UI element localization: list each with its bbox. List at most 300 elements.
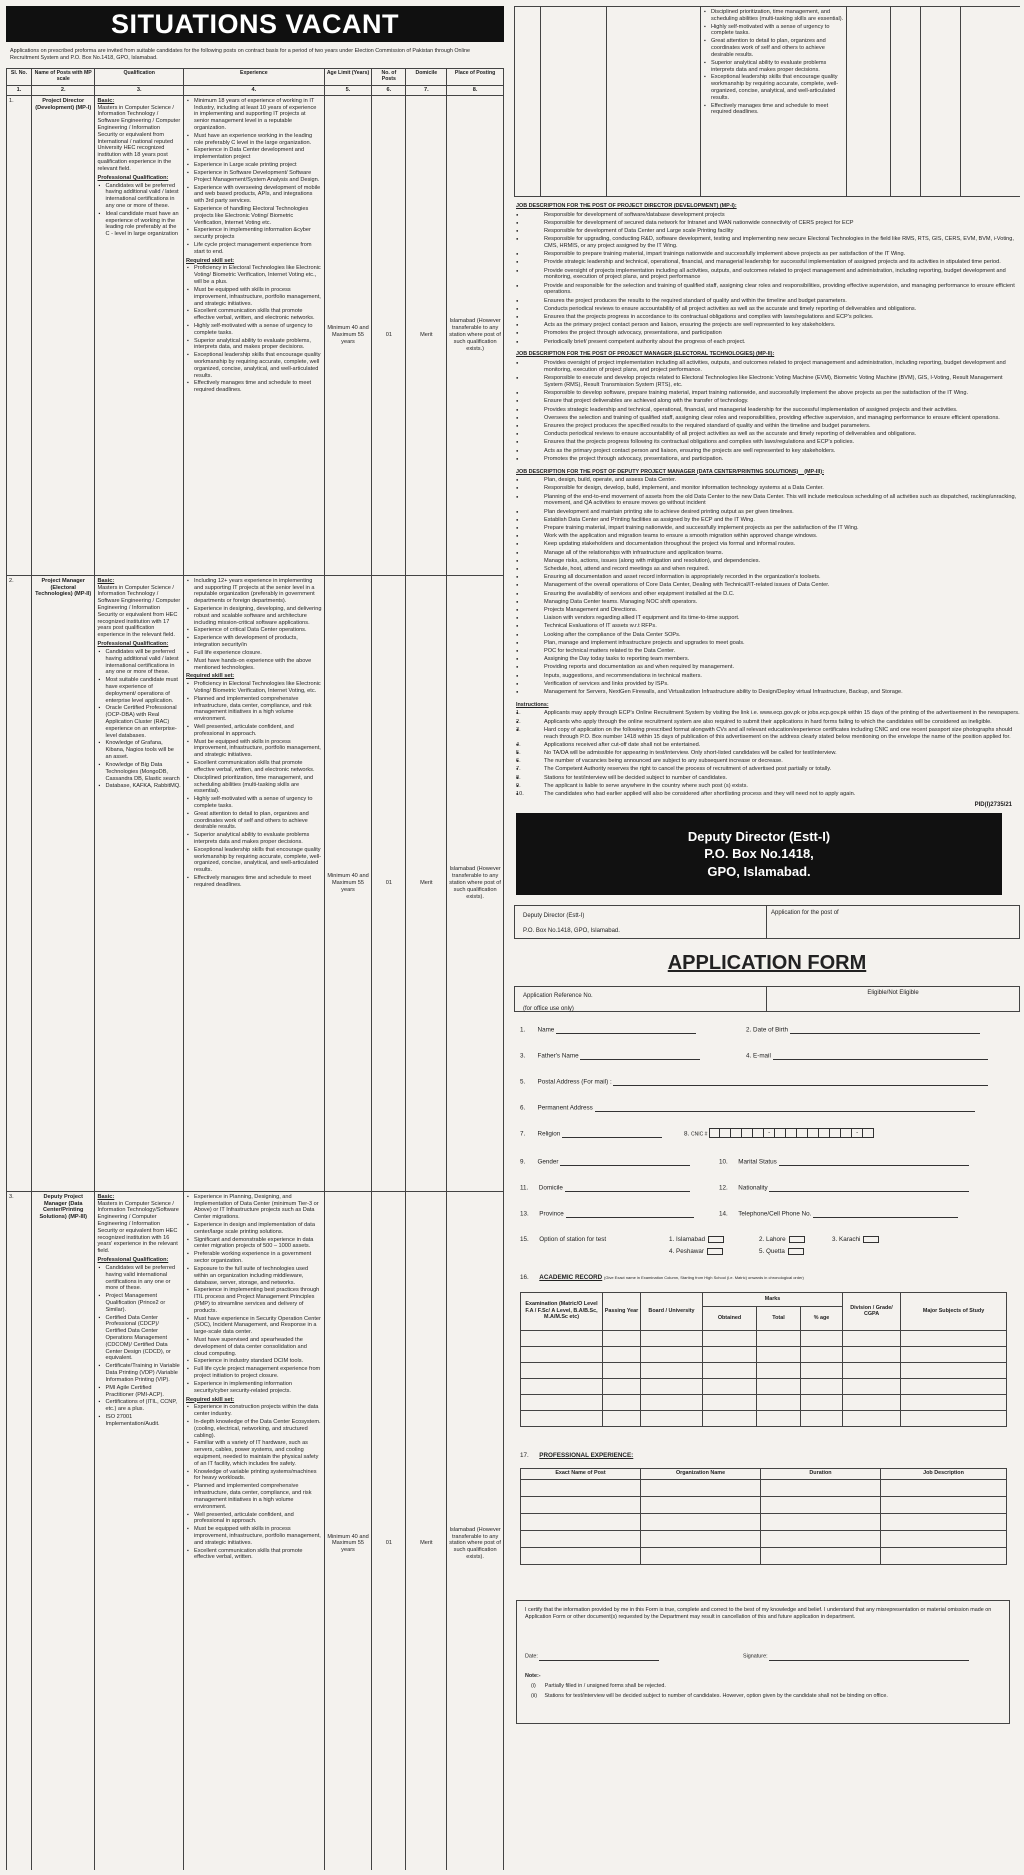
- table-row: [7, 575, 504, 1191]
- list-item: ▪ Exposure to the full suite of technologies used within an organization including middleware, database, server, storage, and networks.: [186, 1266, 322, 1286]
- post-name: Project Director (Development) (MP-I): [31, 95, 95, 575]
- list-item: ▪ Oracle Certified Professional (OCP-DBA) with Real Application Cluster (RAC) experience on an enterprise-level databases.: [97, 705, 181, 739]
- gender-label: Gender: [537, 1157, 559, 1165]
- list-item: ▪ Disciplined prioritization, time management, and scheduling abilities (multi-tasking skills are essential).: [186, 775, 322, 795]
- list-item: ▪ Superior analytical ability to evaluate problems, interprets data, and makes proper decisions.: [186, 338, 322, 352]
- header-cell: Division / Grade/ CGPA: [843, 1292, 901, 1330]
- station-checkbox[interactable]: [788, 1248, 804, 1255]
- qual-basic-label: Basic:: [97, 1193, 115, 1200]
- marital-status-label: Marital Status: [738, 1157, 777, 1165]
- list-item: ▪ Candidates will be preferred having additional valid / latest international certifications in any one or more of these.: [97, 183, 181, 210]
- list-item: ● Verification of services and links provided by ISPs.: [514, 681, 1020, 688]
- permanent-address-field[interactable]: [595, 1104, 975, 1112]
- list-item: ● 5. No TA/DA will be admissible for appearing in test/interview. Only short-listed candidates will be called for test/interview.: [514, 750, 1020, 757]
- list-item: ● Responsible for design, develop, build, implement, and monitor information technology systems at a Data Center.: [514, 485, 1020, 492]
- mailing-address: Deputy Director (Estt-I) P.O. Box No.1418, GPO, Islamabad.: [515, 906, 767, 938]
- list-item: ● Management for Servers, NextGen Firewalls, and Virtualization Infrastructure ability to Design/Deploy virtual Infrastructure, Backup, and Storage.: [514, 689, 1020, 696]
- religion-label: Religion: [537, 1129, 561, 1137]
- list-item: ● Responsible for upgrading, conducting R&D, software development, testing and implementing new secure Electoral Technologies in the field like RMS, RTS, GIS, CERS, EVM, BVM, i-Voting, CMS, HRMIS, or any project assigned by the IT Wing.: [514, 236, 1020, 250]
- skills-list: [186, 1404, 322, 1561]
- domicile: Merit: [406, 575, 447, 1191]
- experience-cell: [183, 95, 324, 575]
- mailing-address-box: [514, 905, 1020, 939]
- section-heading-text: JOB DESCRIPTION FOR THE POST OF DEPUTY PROJECT MANAGER (DATA CENTER/PRINTING SOLUTIONS): [516, 468, 799, 475]
- qual-pro-label: Professional Qualification:: [97, 641, 169, 648]
- list-item: ▪ Experience with development of products, integration security/in: [186, 635, 322, 649]
- list-item: ● 9. The applicant is liable to serve anywhere in the country where such post (s) exists.: [514, 783, 1020, 790]
- list-item: ▪ Knowledge of variable printing systems/machines for heavy workloads.: [186, 1469, 322, 1483]
- station-checkbox[interactable]: [707, 1248, 723, 1255]
- list-item: ▪ Great attention to detail to plan, organizes and coordinates work of self and others to achieve desirable results.: [186, 811, 322, 831]
- domicile: Merit: [406, 95, 447, 575]
- place-of-posting: Islamabad (However transferable to any station where post of such qualification exists).: [447, 1191, 504, 1870]
- station-option-karachi[interactable]: 3. Karachi: [832, 1236, 879, 1244]
- list-item: ▪ Ideal candidate must have an experience of working in the leading role preferably at the C - level in large organization: [97, 211, 181, 238]
- list-item: ▪ Highly self-motivated with a sense of urgency to complete tasks.: [186, 323, 322, 337]
- age-limit: Minimum 40 and Maximum 55 years: [324, 575, 372, 1191]
- header-cell: Obtained: [703, 1306, 757, 1330]
- station-option-quetta[interactable]: 5. Quetta: [759, 1248, 804, 1256]
- station-checkbox[interactable]: [708, 1236, 724, 1243]
- list-item: ▪ Effectively manages time and schedule to meet required deadlines.: [186, 875, 322, 889]
- list-item: ▪ Highly self-motivated with a sense of urgency to complete tasks.: [186, 796, 322, 810]
- phone-field[interactable]: [813, 1210, 958, 1218]
- list-item: ▪ Experience in implementing information &cyber security projects: [186, 227, 322, 241]
- name-label: Name: [537, 1025, 555, 1033]
- list-item: ▪ Certified Data Center Professional (CDCP)/ Certified Data Center Operations Management (CDCOM)/ Certified Data Center Design (CDCD), or equivalent.: [97, 1315, 181, 1363]
- qualification-cell: [95, 1191, 184, 1870]
- list-item: ● Technical Evaluations of IT assets w.r.t RFPs.: [514, 623, 1020, 630]
- list-item: ● Provide and responsible for the selection and training of qualified staff, assigning clear roles and responsibilities, providing effective supervision, and managing performance to ensure efficient operations.: [514, 283, 1020, 297]
- list-item: ● POC for technical matters related to the Data Center.: [514, 648, 1020, 655]
- list-item: ▪ Experience in Software Development/ Software Project Management/System Analysis and Design.: [186, 170, 322, 184]
- list-item: ▪ Must have supervised and spearheaded the development of data center consolidation and cloud computing.: [186, 1337, 322, 1357]
- col-number: 4.: [183, 85, 324, 95]
- header-cell: Duration: [761, 1468, 881, 1479]
- col-number: 2.: [31, 85, 95, 95]
- academic-record-note: (Give Exact name in Examination Column, Starting from High School (i.e. Matric) onwards in chronological order): [604, 1274, 804, 1280]
- qualification-cell: [95, 95, 184, 575]
- post-name: Project Manager (Electoral Technologies) (MP-II): [31, 575, 95, 1191]
- list-item: ● Ensuring the availability of services and other equipment installed at the D.C.: [514, 591, 1020, 598]
- list-item: ▪ Effectively manages time and schedule to meet required deadlines.: [186, 380, 322, 394]
- email-label: E-mail: [753, 1051, 771, 1059]
- skill-label: Required skill set:: [185, 673, 235, 680]
- list-item: ● Oversees the selection and training of qualified staff, assigning clear roles and responsibilities, providing effective supervision, and managing performance to ensure efficient operations.: [514, 415, 1020, 422]
- header-cell: Major Subjects of Study: [901, 1292, 1007, 1330]
- list-item: ▪ Experience in industry standard DCIM tools.: [186, 1358, 322, 1365]
- table-row[interactable]: [521, 1362, 1007, 1378]
- instructions-section: [514, 702, 1020, 798]
- list-item: ● Provides oversight of project implementation including all activities, outputs, and outcomes related to project management and administration, including reporting, budget development and monitoring, execution of project plans, and project performance.: [514, 360, 1020, 374]
- list-item: ● Promotes the project through advocacy, presentations, and participation.: [514, 456, 1020, 463]
- list-item: ▪ Highly self-motivated with a sense of urgency to complete tasks.: [703, 24, 844, 38]
- phone-label: Telephone/Cell Phone No.: [738, 1209, 812, 1217]
- permanent-address-label: Permanent Address: [537, 1103, 593, 1111]
- father-name-field[interactable]: [580, 1052, 700, 1060]
- list-item: ▪ Planned and implemented comprehensive infrastructure, data center, compliance, and risk management initiatives in a high volume environment.: [186, 1483, 322, 1510]
- qual-basic-label: Basic:: [97, 577, 115, 584]
- age-limit: Minimum 40 and Maximum 55 years: [324, 1191, 372, 1870]
- father-name-label: Father's Name: [537, 1051, 579, 1059]
- address-banner: Deputy Director (Estt-I) P.O. Box No.1418, GPO, Islamabad.: [516, 813, 1002, 895]
- intro-text: Applications on prescribed proforma are invited from suitable candidates for the following posts on contract basis for a period of two years under Election Commission of Pakistan through Online Recruitment System and P.O. Box No.1418, GPO, Islamabad.: [10, 48, 470, 62]
- list-item: ▪ Experience in design and implementation of data center/large scale printing solutions.: [186, 1222, 322, 1236]
- posts-table: [6, 68, 504, 1870]
- table-row[interactable]: [521, 1378, 1007, 1394]
- list-item: ● Provide strategic leadership and technical, operational, financial, and managerial leadership for successful implementation of assigned projects and its activities in stipulated time period.: [514, 259, 1020, 266]
- station-option-label: Option of station for test: [539, 1235, 607, 1243]
- list-item: ● Plan development and maintain printing site to achieve desired printing output as per given timelines.: [514, 509, 1020, 516]
- list-item: ▪ Knowledge of Grafana, Kibana, Nagios tools will be an asset.: [97, 740, 181, 760]
- header-cell: Exact Name of Post: [521, 1468, 641, 1479]
- list-item: ● Provide oversight of projects implementation including all activities, outputs, and outcomes related to project management and administration, including reporting, budget development and monitoring, execution of project plans, and project performance: [514, 268, 1020, 282]
- qual-pro-label: Professional Qualification:: [97, 1257, 169, 1264]
- list-item: ● 6. The number of vacancies being announced are subject to any subsequent increase or decrease.: [514, 758, 1020, 765]
- section-heading: [516, 469, 1020, 476]
- list-item: ▪ Must have an experience working in the leading role preferably C level in the large organization.: [186, 133, 322, 147]
- table-row: [515, 7, 1021, 197]
- list-item: ▪ Planned and implemented comprehensive infrastructure, data center, compliance, and risk management initiatives in a high volume environment.: [186, 696, 322, 723]
- header-cell: Board / University: [641, 1292, 703, 1330]
- list-item: ● 8. Stations for test/interview will be decided subject to number of candidates.: [514, 775, 1020, 782]
- list-item: ▪ Project Management Qualification (Prince2 or Similar).: [97, 1293, 181, 1313]
- col-number: 5.: [324, 85, 372, 95]
- post-count: 01: [372, 95, 406, 575]
- list-item: ● Keep updating stakeholders and documentation throughout the project via formal and informal routes.: [514, 541, 1020, 548]
- list-item: ▪ Great attention to detail to plan, organizes and coordinates work of self and others to achieve desirable results.: [703, 38, 844, 58]
- experience-cell: [701, 7, 847, 197]
- place-of-posting: Islamabad (However transferable to any station where post of such qualification exists).: [447, 575, 504, 1191]
- list-item: ▪ PMI Agile Certified Practitioner (PMI-ACP).: [97, 1385, 181, 1399]
- station-checkbox[interactable]: [863, 1236, 879, 1243]
- list-item: ▪ Exceptional leadership skills that encourage quality workmanship by requiring accurate, complete, well-organized, concise, analytical, and well-articulated results.: [703, 74, 844, 101]
- left-column: [6, 6, 504, 1870]
- experience-list: [186, 1194, 322, 1395]
- note-item: Partially filled in / unsigned forms shall be rejected.: [544, 1682, 666, 1689]
- list-item: ▪ Experience with overseeing development of mobile and web based products, APIs, and integrations with 3rd party services.: [186, 185, 322, 205]
- dob-field[interactable]: [790, 1026, 980, 1034]
- list-item: ● Responsible to execute and develop projects related to Electoral Technologies like Electronic Voting Machine (EVM), Biometric Voting Machine (BVM), GIS, I-Voting, Result Management System (RMS), Result Transmission System (RTS), etc.: [514, 375, 1020, 389]
- list-item: ▪ Proficiency in Electoral Technologies like Electronic Voting/ Biometric Verification, Internet Voting, etc.: [186, 681, 322, 695]
- table-continuation: [514, 6, 1020, 197]
- experience-list: [186, 98, 322, 256]
- list-item: ▪ Must be equipped with skills in process improvement, infrastructure, portfolio management, and strategic initiatives.: [186, 739, 322, 759]
- header-cell: Name of Posts with MP scale: [31, 69, 95, 86]
- list-item: ▪ Must be equipped with skills in process improvement, infrastructure, portfolio management, and strategic initiatives.: [186, 287, 322, 307]
- table-row: [7, 95, 504, 575]
- list-item: ● 10. The candidates who had earlier applied will also be considered after shortlisting process and they will need not to apply again.: [514, 791, 1020, 798]
- list-item: ▪ Certificate/Training in Variable Data Printing (VDP) /Variable Information Printing (VIP).: [97, 1363, 181, 1383]
- experience-cell: [183, 1191, 324, 1870]
- form-title: APPLICATION FORM: [667, 952, 867, 975]
- instructions-list: [514, 710, 1020, 797]
- list-item: ● Promotes the project through advocacy, presentations, and participation: [514, 330, 1020, 337]
- list-item: ▪ Exceptional leadership skills that encourage quality workmanship by requiring accurate, complete, well-organized, concise, analytical, and well-articulated results.: [186, 847, 322, 874]
- header-cell: Examination (Matric/O Level F.A / F.Sc/ A Level, B.A/B.Sc, M.A/M.Sc etc): [521, 1292, 603, 1330]
- column-number-row: [7, 85, 504, 95]
- list-item: ▪ Experience in implementing information security/cyber security-related projects.: [186, 1381, 322, 1395]
- skill-label: Required skill set:: [185, 257, 235, 264]
- list-item: ▪ Minimum 18 years of experience of working in IT Industry, including at least 10 years of experience in implementing and supporting IT projects at senior management level in a reputable organization.: [186, 98, 322, 132]
- list-item: ● Establish Data Center and Printing facilities as assigned by the ECP and the IT Wing.: [514, 517, 1020, 524]
- date-field[interactable]: [539, 1653, 659, 1661]
- list-item: ● 3. Hard copy of application on the following prescribed format alongwith CVs and all relevant education/experience certificates including CNIC and one recent passport size photographs should reach through P.O. Box number 1418 within 15 days of publication of this advertisement on the address clearly stated below mentioning on the envelope the name of the position applied for.: [514, 727, 1020, 741]
- list-item: ● Acts as the primary project contact person and liaison, ensuring the projects are well represented to key stakeholders.: [514, 448, 1020, 455]
- header-cell: Place of Posting: [447, 69, 504, 86]
- declaration-box: I certify that the information provided by me in this Form is true, complete and correct to the best of my knowledge and belief. I understand that any misrepresentation or material omission made on Application Form or other document(s) requested by the Department may result in cancellation of this and future application in department. Date: Signature: Note:- (i) Partially filled in / unsigned forms shall be rejected. (ii) Stations for test/interview will be decided subject to number of candidates. However, option given by the candidate shall not be binding on office.: [516, 1600, 1010, 1724]
- list-item: ● Ensures the project produces the results to the required standard of quality and within the timeline and budget parameters.: [514, 298, 1020, 305]
- pid-number: PID(I)2735/21: [974, 801, 1012, 808]
- post-count: 01: [372, 1191, 406, 1870]
- col-number: 3.: [95, 85, 184, 95]
- station-option-peshawar[interactable]: 4. Peshawar: [669, 1248, 723, 1256]
- header-cell: Job Description: [881, 1468, 1007, 1479]
- list-item: ● Projects Management and Directions.: [514, 607, 1020, 614]
- eligibility-label: Eligible/Not Eligible: [867, 989, 919, 996]
- table-row[interactable]: [521, 1346, 1007, 1362]
- list-item: ● Prepare training material, impart training nationwide, and successfully implement projects as per the satisfaction of the IT Wing.: [514, 525, 1020, 532]
- list-item: ● Periodically brief/ present competent authority about the progress of each project.: [514, 339, 1020, 346]
- col-number: 8.: [447, 85, 504, 95]
- application-post-label: Application for the post of: [771, 910, 839, 917]
- section-heading: Instructions:: [516, 701, 549, 708]
- list-item: ▪ Candidates will be preferred having valid international certifications in any one or more of these.: [97, 1265, 181, 1292]
- list-item: ● Responsible to develop software, prepare training material, impart training nationwide, and successfully implement the above projects as per the satisfaction of the IT Wing.: [514, 390, 1020, 397]
- list-item: ● 1. Applicants may apply through ECP's Online Recruitment System by visiting the link i.e. www.ecp.gov.pk or jobs.ecp.gov.pk within 15 days of the printing of the advertisement in the newspapers.: [514, 710, 1020, 717]
- list-item: ▪ Candidates will be preferred having additional valid / latest international certifications in any one or more of these.: [97, 649, 181, 676]
- signature-label: Signature:: [743, 1653, 768, 1660]
- gender-field[interactable]: [560, 1158, 690, 1166]
- list-item: ▪ Superior analytical ability to evaluate problems interprets data and makes proper decisions.: [186, 832, 322, 846]
- list-item: ▪ In-depth knowledge of the Data Center Ecosystem. (cooling, electrical, networking, and structured cabling).: [186, 1419, 322, 1439]
- header-cell: No. of Posts: [372, 69, 406, 86]
- marital-status-field[interactable]: [779, 1158, 969, 1166]
- postal-address-label: Postal Address (For mail) :: [537, 1077, 612, 1085]
- table-header-row: [7, 69, 504, 86]
- list-item: ▪ Must be equipped with skills in process improvement, infrastructure, portfolio management, and strategic initiatives.: [186, 1526, 322, 1546]
- list-item: ● Manage all of the relationships with infrastructure and application teams.: [514, 550, 1020, 557]
- list-item: ● Plan, design, build, operate, and assess Data Center.: [514, 477, 1020, 484]
- list-item: ▪ Significant and demonstrable experience in data center migration projects of 500 – 1000 assets.: [186, 1237, 322, 1251]
- table-row[interactable]: [521, 1496, 1007, 1513]
- list-item: ▪ Familiar with a variety of IT hardware, such as servers, cables, power systems, and cooling equipment, needed to maintain the physical safety of an IT facility, which includes fire safety.: [186, 1440, 322, 1467]
- header-cell: Qualification: [95, 69, 184, 86]
- list-item: ● Work with the application and migration teams to ensure a smooth migration within approved change windows.: [514, 533, 1020, 540]
- section-heading-code: (MP-III):: [804, 468, 824, 475]
- header-cell: Marks: [703, 1292, 843, 1306]
- header-cell: Experience: [183, 69, 324, 86]
- col-number: 1.: [7, 85, 32, 95]
- list-item: ▪ Knowledge of Big Data Technologies (MongoDB, Cassandra DB, Elastic search: [97, 762, 181, 782]
- qual-pro-list: [97, 649, 181, 790]
- list-item: ● Planning of the end-to-end movement of assets from the old Data Center to the new Data Center. This will include meticulous scheduling of all activities such as dispatched, racking/unracking, movement, and QA activities to ensure moves go without incident: [514, 494, 1020, 508]
- qual-basic-label: Basic:: [97, 97, 115, 104]
- duties-list: [514, 212, 1020, 346]
- province-field[interactable]: [566, 1210, 694, 1218]
- job-description-2: [514, 351, 1020, 462]
- duties-list: [514, 477, 1020, 696]
- header-cell: Organization Name: [641, 1468, 761, 1479]
- table-row[interactable]: [521, 1479, 1007, 1496]
- list-item: ● Ensures that the projects progress following its contractual obligations and complies with laws/regulations and ECP's policies.: [514, 439, 1020, 446]
- list-item: ● Acts as the primary project contact person and liaison, ensuring the projects are well represented to key stakeholders.: [514, 322, 1020, 329]
- list-item: ▪ Experience in Large scale printing project: [186, 162, 322, 169]
- row-serial: 3.: [7, 1191, 32, 1870]
- place-of-posting: Islamabad (However transferable to any station where post of such qualification exists.): [447, 95, 504, 575]
- date-label: Date:: [525, 1653, 538, 1660]
- academic-record-table: [520, 1292, 1007, 1427]
- list-item: ● Looking after the compliance of the Data Center SOPs.: [514, 632, 1020, 639]
- list-item: ● Schedule, host, attend and record meetings as and when required.: [514, 566, 1020, 573]
- qualification-cell: [95, 575, 184, 1191]
- nationality-label: Nationality: [738, 1183, 768, 1191]
- application-form: 1. Name 2. Date of Birth 3. Father's Name 4. E-mail 5. Postal Address (For mail) : 6. Permanent Address 7. Religion 8. CNIC # - - 9. Gender 10. Marital Status 11. Domicile 12. Nationality 13. Province 14. Telephone/Cell Phone No. 15. Option of station for test 1. Islamabad 2. Lahore 3. Karachi 4. Peshawar 5. Quetta 16. ACADEMIC RECORD (Give Exact name in Examination Column, Starting from High School (i.e. Matric) onwards in chronological order) Examination (Matric/O Level F.A / F.Sc/ A Level, B.A/B.Sc, M.A/M.Sc etc) Passing Year Board / University Marks Division / Grade/ CGPA Major Subjects of Study Obtained Total % age 17. PROFESSIONAL EXPERIENCE: Exact Name of Post Organization Name Duration Job Description I certify that the information provided by me in this Form is true, complete and correct to the best of my knowledge and belief. I understand that any misrepresentation or material omission made on Application Form or other document(s) requested by the Department may result in cancellation of this and future application in department. Date: Signature: Note:- (i) Partially filled in / unsigned forms shall be rejected. (ii) Stations for test/interview will be decided subject to number of candidates. However, option given by the candidate shall not be binding on office.: [514, 1012, 1020, 1724]
- list-item: ▪ Most suitable candidate must have experience of deployment/ operations of enterprise level application.: [97, 677, 181, 704]
- nationality-field[interactable]: [769, 1184, 969, 1192]
- cnic-field[interactable]: - -: [709, 1128, 874, 1138]
- table-row[interactable]: [521, 1330, 1007, 1346]
- post-name: Deputy Project Manager (Data Center/Printing Solutions) (MP-III): [31, 1191, 95, 1870]
- domicile-field[interactable]: [565, 1184, 690, 1192]
- list-item: ● Liaison with vendors regarding allied IT equipment and its time-to-time support.: [514, 615, 1020, 622]
- list-item: ▪ Excellent communication skills that promote effective verbal, written, and electronic networks.: [186, 308, 322, 322]
- list-item: ▪ Certifications of (ITIL, CCNP, etc.) are a plus.: [97, 1399, 181, 1413]
- col-number: 7.: [406, 85, 447, 95]
- cnic-label: CNIC #: [691, 1130, 708, 1137]
- qual-pro-list: [97, 1265, 181, 1428]
- list-item: ● Manage risks, actions, issues (along with mitigation and resolution), and dependencies.: [514, 558, 1020, 565]
- row-serial: 2.: [7, 575, 32, 1191]
- list-item: ▪ Disciplined prioritization, time management, and scheduling abilities (multi-tasking skills are essential).: [703, 9, 844, 23]
- list-item: ▪ Excellent communication skills that promote effective verbal, written.: [186, 1548, 322, 1562]
- right-column: [514, 6, 1020, 1870]
- list-item: ● Managing Data Center teams. Managing NOC shift operators.: [514, 599, 1020, 606]
- domicile-label: Domicile: [538, 1183, 563, 1191]
- station-option-islamabad[interactable]: 1. Islamabad: [669, 1236, 724, 1244]
- list-item: ● 4. Applications received after cut-off date shall not be entertained.: [514, 742, 1020, 749]
- list-item: ● Responsible for development of software/database development projects: [514, 212, 1020, 219]
- list-item: ▪ Full life experience closure.: [186, 650, 322, 657]
- station-option-lahore[interactable]: 2. Lahore: [759, 1236, 805, 1244]
- note-item: Stations for test/interview will be decided subject to number of candidates. However, option given by the candidate shall not be binding on office.: [544, 1692, 888, 1699]
- name-field[interactable]: [556, 1026, 696, 1034]
- job-description-1: [514, 203, 1020, 345]
- table-row[interactable]: [521, 1547, 1007, 1564]
- list-item: ▪ Experience in Planning, Designing, and Implementation of Data Center (minimum Tier-3 or Above) or IT Infrastructure projects such as Data Center migrations.: [186, 1194, 322, 1221]
- list-item: ● Provides strategic leadership and technical, operational, financial, and managerial leadership for the successful implementation of assigned projects and their activities.: [514, 407, 1020, 414]
- list-item: ▪ Superior analytical ability to evaluate problems interprets data and makes proper decisions.: [703, 60, 844, 74]
- list-item: ● 2. Applicants who apply through the online recruitment system are also required to submit their applications in hard forms failing to which the candidates will be considered as ineligible.: [514, 719, 1020, 726]
- list-item: ▪ Experience in implementing best practices through ITIL process and Project Management Principles (PMP) to streamline services and delivery of products.: [186, 1287, 322, 1314]
- list-item: ▪ Effectively manages time and schedule to meet required deadlines.: [703, 103, 844, 117]
- list-item: ▪ Experience in designing, developing, and delivering robust and scalable software and architecture including mission-critical software applications.: [186, 606, 322, 626]
- age-limit: Minimum 40 and Maximum 55 years: [324, 95, 372, 575]
- header-cell: Passing Year: [603, 1292, 641, 1330]
- job-description-3: [514, 469, 1020, 696]
- list-item: ● Responsible for development of Data Center and Large scale Printing facility: [514, 228, 1020, 235]
- list-item: ● 7. The Competent Authority reserves the right to cancel the process of recruitment of advertised post partially or totally.: [514, 766, 1020, 773]
- experience-list: [186, 578, 322, 672]
- list-item: ● Ensuring all documentation and asset record information is appropriately recorded in the organization's toolsets.: [514, 574, 1020, 581]
- table-row: [7, 1191, 504, 1870]
- reference-box: [514, 986, 1020, 1012]
- note-label: Note:-: [525, 1672, 541, 1679]
- header-cell: % age: [801, 1306, 843, 1330]
- header-cell: Sl. No.: [7, 69, 32, 86]
- list-item: ● Conducts periodical reviews to ensure accountability of all project activities as well as the accurate and timely reporting of deliverables and obligations.: [514, 306, 1020, 313]
- list-item: ▪ Proficiency in Electoral Technologies like Electronic Voting/ Biometric Verification, Internet Voting etc., will be a plus.: [186, 265, 322, 285]
- table-row[interactable]: [521, 1530, 1007, 1547]
- domicile: Merit: [406, 1191, 447, 1870]
- list-item: ● Ensures that the projects progress in accordance to its contractual obligations and complies with laws/regulations and ECP's policies.: [514, 314, 1020, 321]
- qual-basic-text: Masters in Computer Science / Information Technology / Software Engineering / Computer Engineering / Information Security or equivalent from International / national reputed University HEC recognized institution with 18 years post qualification experience in the relevant field.: [97, 104, 181, 172]
- header-cell: Domicile: [406, 69, 447, 86]
- page-title: SITUATIONS VACANT: [6, 6, 504, 42]
- list-item: ▪ Experience in construction projects within the data center industry.: [186, 1404, 322, 1418]
- col-number: 6.: [372, 85, 406, 95]
- skill-label: Required skill set:: [185, 1396, 235, 1403]
- skills-list: [186, 681, 322, 889]
- list-item: ● Inputs, suggestions, and recommendations in technical matters.: [514, 673, 1020, 680]
- declaration-text: I certify that the information provided by me in this Form is true, complete and correct to the best of my knowledge and belief. I understand that any misrepresentation or material omission made on Application Form or other document(s) requested by the Department may result in cancellation of this and future application in department.: [525, 1606, 992, 1620]
- experience-table: [520, 1468, 1007, 1565]
- row-serial: 1.: [7, 95, 32, 575]
- list-item: ● Management of the overall operations of Core Data Center, Dealing with Technical/IT-related issues of Data Center.: [514, 582, 1020, 589]
- qual-pro-list: [97, 183, 181, 239]
- skills-list: [703, 9, 844, 116]
- station-checkbox[interactable]: [789, 1236, 805, 1243]
- skills-list: [186, 265, 322, 394]
- qual-basic-text: Masters in Computer Science / Information Technology/Software Engineering / Computer Engineering / Information Security or equivalent from HEC recognized institution with 16 years' experience in the relevant field.: [97, 1200, 179, 1255]
- list-item: ● Plan, manage and implement infrastructure projects and upgrades to meet goals.: [514, 640, 1020, 647]
- province-label: Province: [539, 1209, 564, 1217]
- experience-cell: [183, 575, 324, 1191]
- qual-basic-text: Masters in Computer Science / Information Technology / Software Engineering / Computer Engineering / Information Security or equivalent from HEC recognized institution with 17 years post qualification experience in the relevant field.: [97, 584, 181, 639]
- email-field[interactable]: [773, 1052, 988, 1060]
- post-count: 01: [372, 575, 406, 1191]
- section-heading: JOB DESCRIPTION FOR THE POST OF PROJECT DIRECTOR (DEVELOPMENT) (MP-I):: [516, 203, 737, 209]
- list-item: ● Responsible to prepare training material, impart trainings nationwide and successfully implement above projects as per satisfaction of the IT Wing.: [514, 251, 1020, 258]
- duties-list: [514, 360, 1020, 462]
- religion-field[interactable]: [562, 1130, 662, 1138]
- list-item: ● Ensures the project produces the specified results to the required standard of quality and within the timeline and budget parameters.: [514, 423, 1020, 430]
- table-row[interactable]: [521, 1513, 1007, 1530]
- list-item: ▪ Experience of handling Electoral Technologies projects like Electronic Voting/ Biometric Verification, Internet Voting etc.: [186, 206, 322, 226]
- signature-field[interactable]: [769, 1653, 969, 1661]
- professional-experience-label: PROFESSIONAL EXPERIENCE:: [539, 1451, 634, 1459]
- table-row[interactable]: [521, 1394, 1007, 1410]
- dob-label: Date of Birth: [753, 1025, 789, 1033]
- list-item: ● Assigning the Day today tasks to reporting team members.: [514, 656, 1020, 663]
- qual-pro-label: Professional Qualification:: [97, 174, 169, 181]
- table-row[interactable]: [521, 1410, 1007, 1426]
- list-item: ● Conducts periodical reviews to ensure accountability of all project activities as well as the accurate and timely reporting of deliverables and obligations.: [514, 431, 1020, 438]
- list-item: ▪ Life cycle project management experience from start to end.: [186, 242, 322, 256]
- academic-record-label: ACADEMIC RECORD: [539, 1273, 603, 1281]
- list-item: ● Responsible for development of secured data network for Intranet and WAN nationwide connectivity of CERS project for ECP: [514, 220, 1020, 227]
- header-cell: Age Limit (Years): [324, 69, 372, 86]
- list-item: ▪ Full life cycle project management experience from project initiation to project closure.: [186, 1366, 322, 1380]
- header-cell: Total: [757, 1306, 801, 1330]
- postal-address-field[interactable]: [613, 1078, 988, 1086]
- list-item: ▪ Exceptional leadership skills that encourage quality workmanship by requiring accurate, complete, well organized, concise, analytical, and well-articulated results.: [186, 352, 322, 379]
- reference-label: Application Reference No. (for office use only): [515, 987, 767, 1011]
- list-item: ● Ensure that project deliverables are achieved along with the transfer of technology.: [514, 398, 1020, 405]
- list-item: ▪ Experience of critical Data Center operations.: [186, 627, 322, 634]
- section-heading: JOB DESCRIPTION FOR THE POST OF PROJECT MANAGER (ELECTORAL TECHNOLOGIES) (MP-II):: [516, 351, 775, 358]
- list-item: ▪ Must have experience in Security Operation Center (SOC), Incident Management, and Response in a large-scale data center.: [186, 1316, 322, 1336]
